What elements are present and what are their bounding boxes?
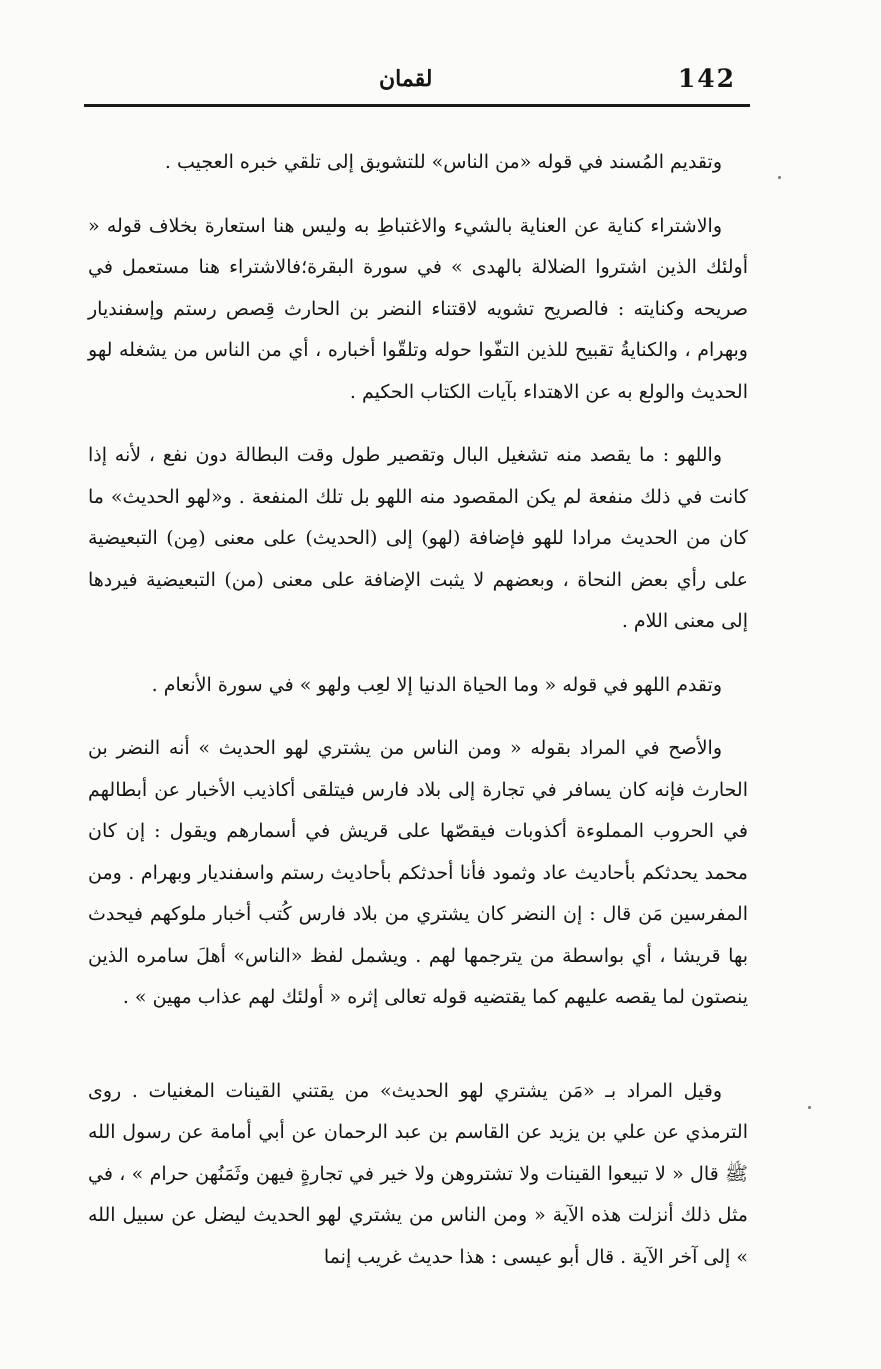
running-title: لقمان [379,66,433,92]
body-text [88,142,748,1300]
paragraph: وتقديم المُسند في قوله «من الناس» للتشويق إلى تلقي خبره العجيب . [164,151,722,173]
paragraph: واللهو : ما يقصد منه تشغيل البال وتقصير طول وقت البطالة دون نفع ، لأنه إذا كانت في ذلك منفعة لم يكن المقصود منه اللهو بل تلك المنفعة . و«لهو الحديث» ما كان من الحديث مرادا للهو فإضافة (لهو) إلى (الحديث) على معنى (مِن) التبعيضية على رأي بعض النحاة ، وبعضهم لا يثبت الإضافة على معنى (من) التبعيضية فيردها إلى معنى اللام . [88,444,748,632]
margin-speck [778,176,781,179]
header-rule [84,104,750,107]
paragraph: وقيل المراد بـ «مَن يشتري لهو الحديث» من يقتني القينات المغنيات . روى الترمذي عن علي بن يزيد عن القاسم بن عبد الرحمان عن أبي أمامة عن رسول الله ﷺ قال « لا تبيعوا القينات ولا تشتروهن ولا خير في تجارةٍ فيهن وثَمَنُهن حرام » ، في مثل ذلك أنزلت هذه الآية « ومن الناس من يشتري لهو الحديث ليضل عن سبيل الله » إلى آخر الآية . قال أبو عيسى : هذا حديث غريب إنما [88,1079,748,1268]
paragraph: والأصح في المراد بقوله « ومن الناس من يشتري لهو الحديث » أنه النضر بن الحارث فإنه كان يسافر في تجارة إلى بلاد فارس فيتلقى أكاذيب الأخبار عن أبطالهم في الحروب المملوءة أكذوبات فيقصّها على قريش في أسمارهم ويقول : إن كان محمد يحدثكم بأحاديث عاد وثمود فأنا أحدثكم بأحاديث رستم واسفنديار وبهرام . ومن المفرسين مَن قال : إن النضر كان يشتري من بلاد فارس كُتب أخبار ملوكهم فيحدث بها قريشا ، أي بواسطة من يترجمها لهم . ويشمل لفظ «الناس» أهلَ سامره الذين ينصتون لما يقصه عليهم كما يقتضيه قوله تعالى إثره « أولئك لهم عذاب مهين » . [88,737,748,1008]
page-header [84,62,750,98]
paragraph: وتقدم اللهو في قوله « وما الحياة الدنيا إلا لعِب ولهو » في سورة الأنعام . [151,673,722,696]
paragraph: والاشتراء كناية عن العناية بالشيء والاغتباطِ به وليس هنا استعارة بخلاف قوله « أولئك الذين اشتروا الضلالة بالهدى » في سورة البقرة؛فالاشتراء هنا مستعمل في صريحه وكنايته : فالصريح تشويه لاقتناء النضر بن الحارث قِصص رستم وإسفنديار وبهرام ، والكنايةُ تقبيح للذين التفّوا حوله وتلقّوا أخباره ، أي من الناس من يشغله لهو الحديث والولع به عن الاهتداء بآيات الكتاب الحكيم . [88,214,748,403]
page-number: 142 [677,64,736,93]
margin-speck [808,1106,811,1109]
